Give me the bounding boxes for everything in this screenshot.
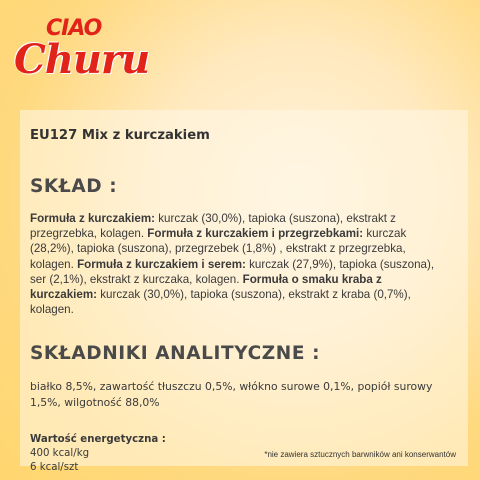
formula-ingredients: kurczak (27,9%), tapioka (suszona), ser (2,1%), ekstrakt z kurczaka, kolagen. (30, 257, 435, 286)
brand-logo (10, 12, 150, 92)
energy-label: Wartość energetyczna : (30, 434, 166, 446)
logo-ciao-text: CIAO (46, 16, 102, 41)
analytic-text: białko 8,5%, zawartość tłuszczu 0,5%, włókno surowe 0,1%, popiół surowy 1,5%, wilgotność 88,0% (30, 380, 433, 409)
energy-per-unit: 6 kcal/szt (30, 462, 79, 474)
composition-text (30, 211, 450, 317)
formula-name: Formuła z kurczakiem: (30, 212, 155, 225)
formula-ingredients: kurczak (30,0%), tapioka (suszona), ekstrakt z przegrzebka, kolagen. (30, 212, 396, 241)
product-title: EU127 Mix z kurczakiem (30, 128, 210, 143)
logo-churu-text: Churu (14, 36, 150, 83)
footnote: *nie zawiera sztucznych barwników ani konserwantów (264, 450, 456, 459)
formula-name: Formuła z kurczakiem i przegrzebkami: (147, 227, 364, 241)
analytic-heading: SKŁADNIKI ANALITYCZNE : (30, 343, 321, 365)
energy-per-kg: 400 kcal/kg (30, 448, 90, 460)
formula-ingredients: kurczak (30,0%), tapioka (suszona), ekstrakt z kraba (0,7%), kolagen. (30, 288, 411, 317)
formula-ingredients: kurczak (28,2%), tapioka (suszona), przegrzebek (1,8%) , ekstrakt z przegrzebka, kolagen. (30, 227, 407, 271)
info-panel (20, 110, 468, 474)
composition-heading: SKŁAD : (30, 176, 118, 197)
formula-name: Formuła z kurczakiem i serem: (77, 257, 246, 271)
formula-name: Formuła o smaku kraba z kurczakiem: (30, 272, 382, 302)
